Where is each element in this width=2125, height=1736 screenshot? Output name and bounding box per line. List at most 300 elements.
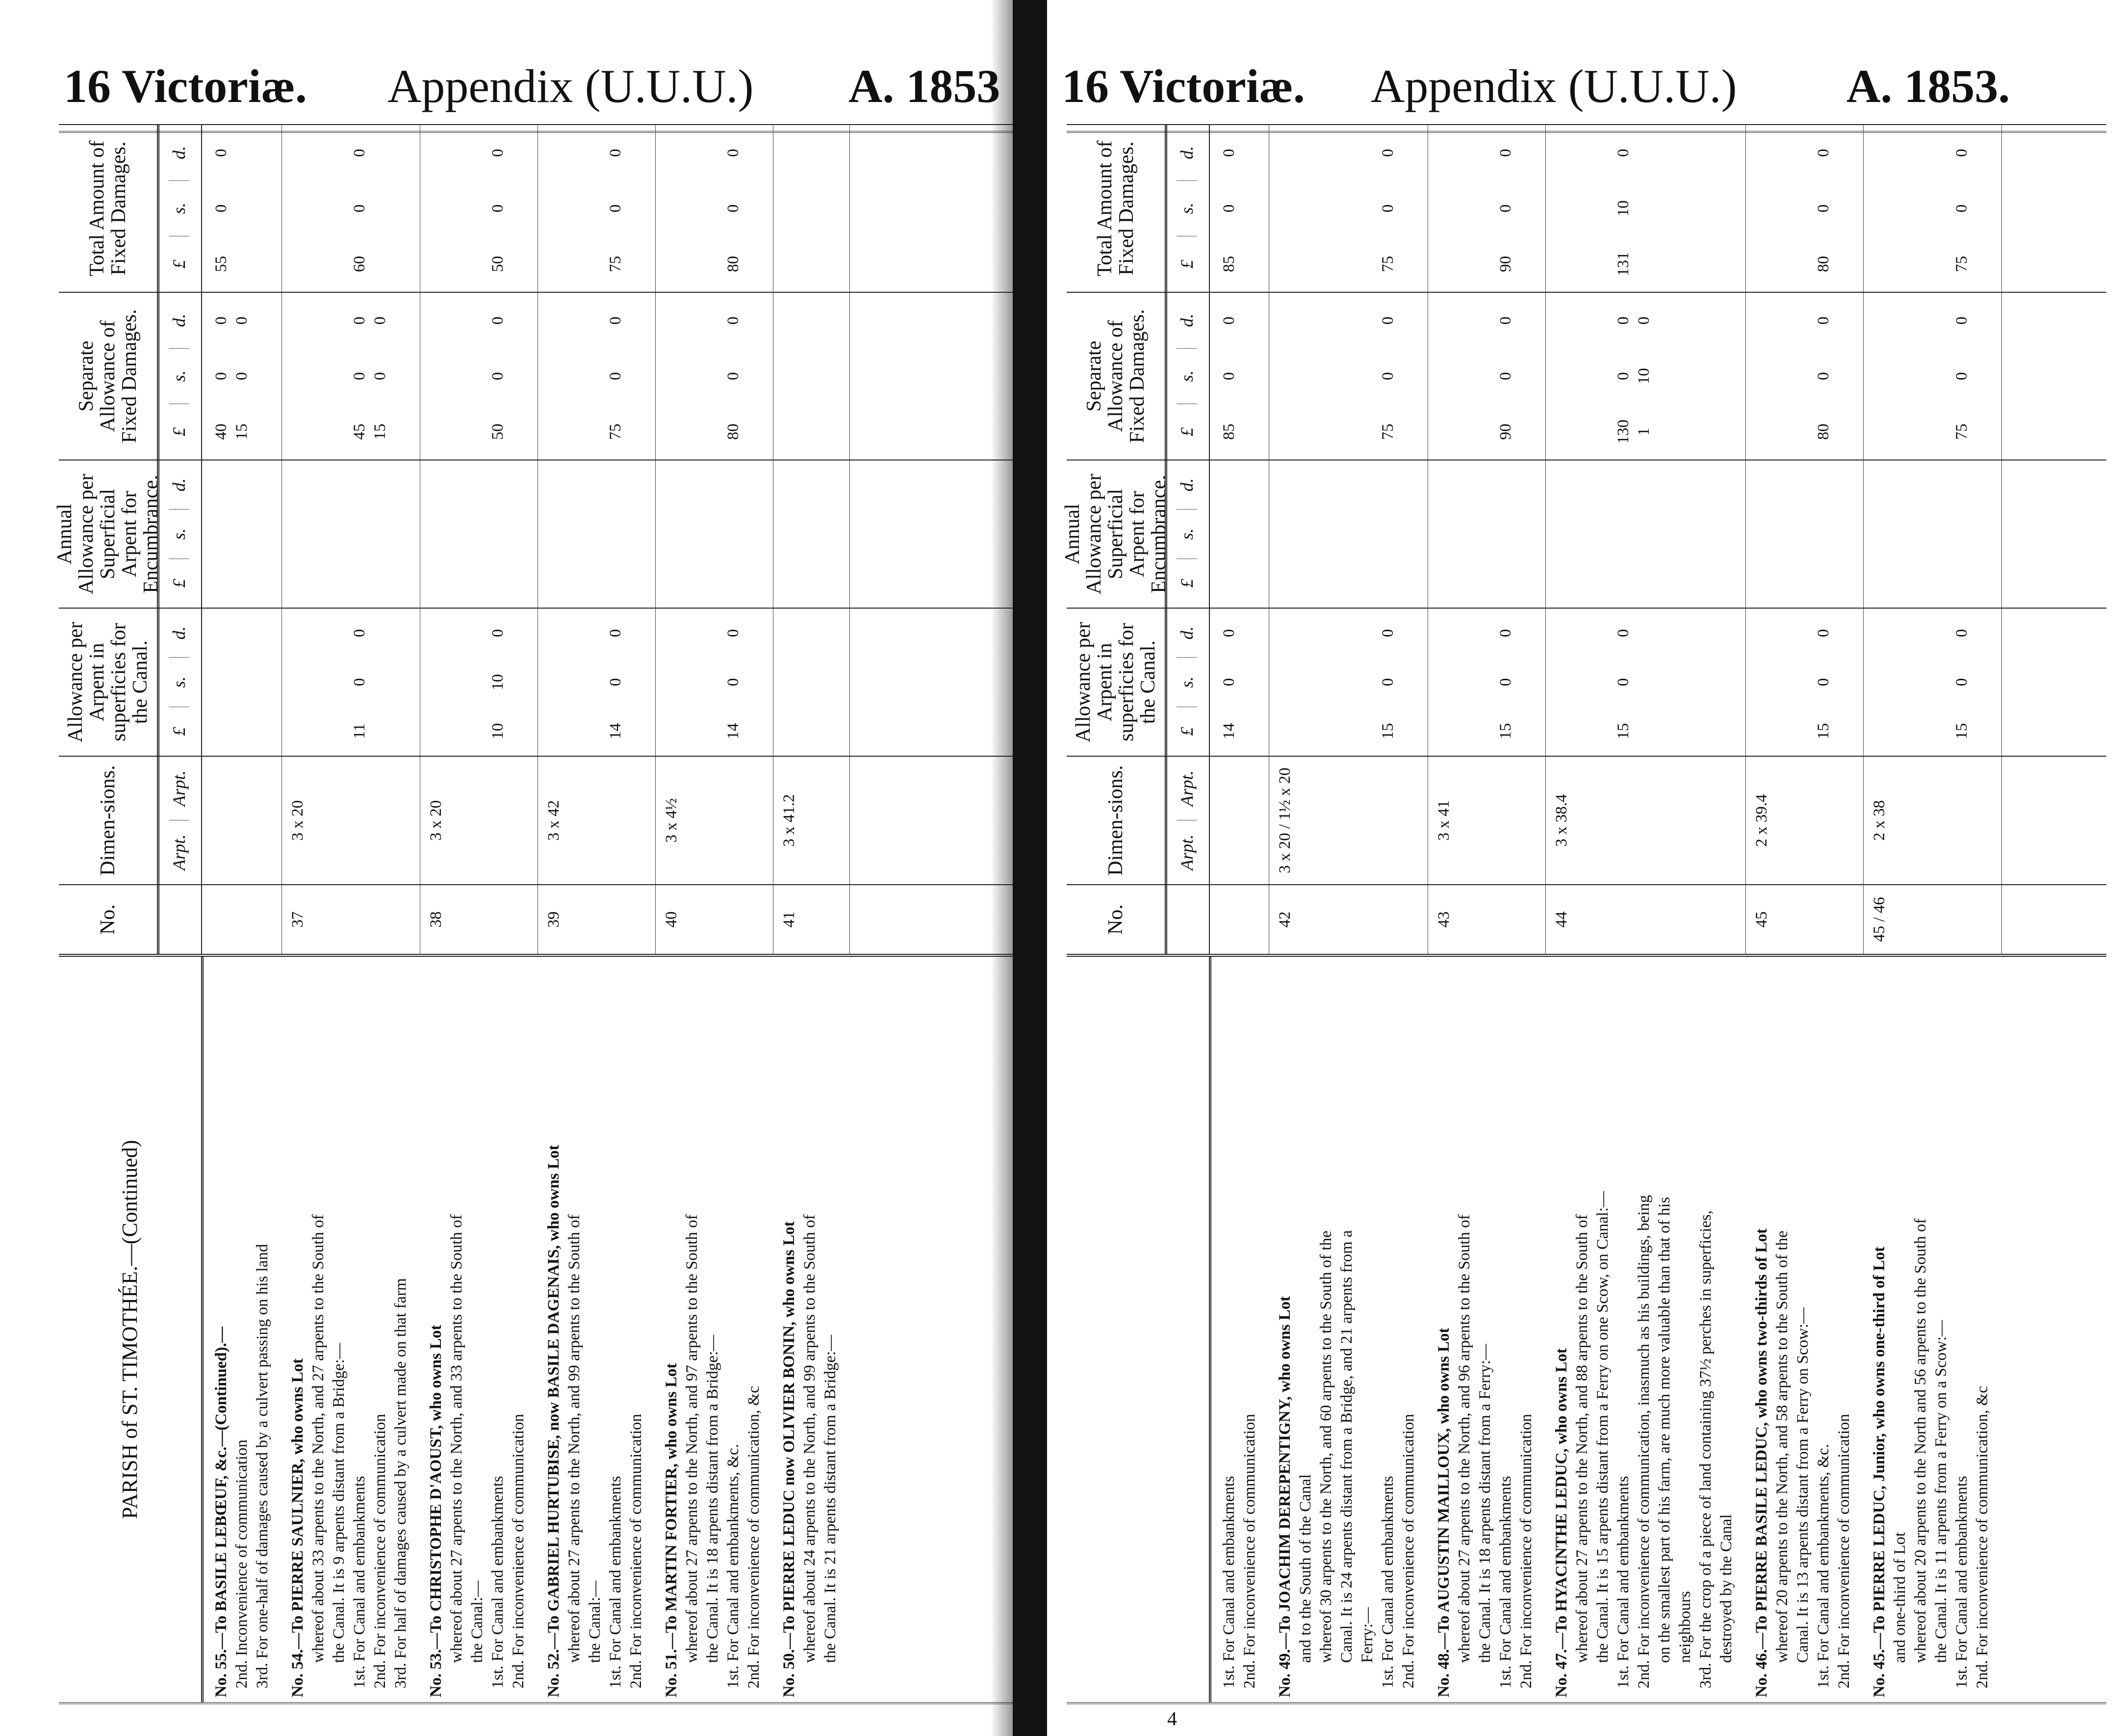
separate-allowance-part: 0 — [1379, 372, 1397, 381]
rows-sep — [201, 293, 1013, 460]
farm-number — [287, 885, 308, 954]
farm-dimensions-value: 3 x 20 — [289, 800, 307, 841]
separate-allowance — [1219, 293, 1239, 460]
currency-unit: £ — [169, 404, 189, 460]
lsd-subheader — [1165, 460, 1210, 608]
column-desc — [59, 954, 1013, 1702]
total-damages-part: 75 — [1379, 255, 1397, 272]
entry-line: 1st. For Canal and embankments — [489, 1476, 507, 1688]
separate-allowance-part: 0 — [489, 316, 507, 325]
separate-allowance-part: 0 — [1815, 316, 1832, 325]
total-damages-part: 0 — [1614, 149, 1632, 157]
arpent-subheader — [1165, 757, 1210, 884]
left-page — [0, 0, 1013, 1736]
currency-unit: s. — [1177, 509, 1197, 558]
separate-allowance — [487, 293, 508, 460]
row-separator — [849, 460, 850, 608]
separate-allowance-part: 0 — [607, 372, 624, 381]
left-rotated-table — [53, 135, 1013, 1704]
entry-line: 1st. For Canal and embankments — [351, 1476, 368, 1688]
column-total — [1067, 124, 2106, 292]
header-appendix: Appendix (U.U.U.) — [387, 60, 754, 112]
column-canal — [59, 608, 1013, 756]
column-dims — [59, 756, 1013, 884]
entry-line: whereof about 27 arpents to the North, and 88 arpents to the South of — [1573, 1214, 1591, 1663]
row-separator — [655, 885, 656, 954]
entry-line: 2nd. For inconvenience of communication, inasmuch as his buildings, being — [1635, 1195, 1653, 1688]
total-damages — [1613, 125, 1634, 292]
total-damages — [349, 125, 370, 292]
canal-allowance-part: 0 — [1220, 629, 1238, 638]
separate-allowance — [370, 293, 390, 460]
rows-dims — [201, 757, 1013, 884]
separate-allowance-part: 75 — [1953, 423, 1971, 440]
entry-line: the Canal. It is 21 arpents distant from a Bridge:— — [821, 1334, 839, 1663]
entry-line: 3rd. For one-half of damages caused by a culvert passing on his land — [254, 1244, 271, 1688]
total-damages-part: 0 — [607, 149, 624, 157]
separate-allowance-part: 0 — [351, 372, 368, 381]
arpent-unit: Arpt. — [169, 820, 189, 885]
separate-allowance-part: 0 — [1220, 316, 1238, 325]
total-damages-part: 0 — [1220, 204, 1238, 213]
separate-allowance-part: 0 — [1815, 372, 1832, 381]
entry-line: on the smallest part of his farm, are much more valuable than that of his — [1656, 1197, 1673, 1663]
canal-allowance-part: 0 — [1614, 629, 1632, 638]
canal-allowance — [1219, 609, 1239, 756]
canal-allowance — [605, 609, 626, 756]
separate-allowance-part: 0 — [351, 316, 368, 325]
rows-canal — [1209, 609, 2106, 756]
row-separator — [1863, 460, 1864, 608]
entry-line: No. 54.—To PIERRE SAULNIER, who owns Lot — [289, 1358, 307, 1697]
total-damages-part: 0 — [1379, 149, 1397, 157]
entry-line: 2nd. For inconvenience of communication — [1835, 1414, 1853, 1688]
separate-allowance — [211, 293, 231, 460]
total-damages — [1951, 125, 1972, 292]
total-damages-part: 0 — [1815, 204, 1832, 213]
column-header-sep: Separate Allowance of Fixed Damages. — [1067, 293, 1167, 460]
canal-allowance-part: 0 — [607, 678, 624, 687]
currency-unit: d. — [1177, 146, 1197, 159]
currency-unit: d. — [169, 146, 189, 159]
right-page — [1047, 0, 2125, 1736]
lsd-subheader — [1165, 125, 1210, 292]
total-damages — [723, 125, 743, 292]
row-separator — [1863, 757, 1864, 884]
entry-line: No. 45.—To PIERRE LEDUC, Junior, who owns one-third of Lot — [1870, 1247, 1888, 1697]
farm-dimensions — [1434, 757, 1454, 884]
entry-line: whereof about 27 arpents to the North, and 33 arpents to the South of — [448, 1214, 465, 1663]
row-separator — [1745, 885, 1746, 954]
entry-line: 1st. For Canal and embankments — [1497, 1476, 1514, 1688]
separate-allowance-part: 0 — [1497, 316, 1514, 325]
rows-sep — [1209, 293, 2106, 460]
entry-line: 2nd. For inconvenience of communication, &c — [745, 1386, 763, 1688]
total-damages-part: 0 — [1379, 204, 1397, 213]
row-separator — [1545, 885, 1546, 954]
separate-allowance-part: 0 — [371, 372, 389, 381]
row-separator — [1545, 757, 1546, 884]
total-damages-part: 60 — [351, 255, 368, 272]
entry-line: 2nd. Inconvenience of communication — [233, 1439, 251, 1688]
entry-line: the Canal. It is 18 arpents distant from a Bridge:— — [704, 1334, 721, 1663]
lsd-subheader — [1165, 609, 1210, 756]
separate-allowance-part: 0 — [1953, 372, 1971, 381]
farm-number — [1551, 885, 1572, 954]
separate-allowance — [231, 293, 252, 460]
canal-allowance-part: 14 — [607, 723, 624, 740]
rows-annual — [1209, 460, 2106, 608]
entry-line: 2nd. For inconvenience of communication — [510, 1414, 527, 1688]
row-separator — [849, 609, 850, 756]
canal-allowance — [723, 609, 743, 756]
currency-unit: £ — [1177, 559, 1197, 608]
entry-line: whereof 20 arpents to the North, and 58 arpents to the South of the — [1773, 1230, 1791, 1663]
total-damages-part: 80 — [1815, 255, 1832, 272]
total-damages-part: 0 — [489, 204, 507, 213]
canal-allowance-part: 0 — [1497, 629, 1514, 638]
total-damages-part: 0 — [351, 149, 368, 157]
entry-line: whereof about 20 arpents to the North and 56 arpents to the South of — [1912, 1218, 1929, 1663]
rows-annual — [201, 460, 1013, 608]
total-damages-part: 75 — [607, 255, 624, 272]
row-separator — [1545, 609, 1546, 756]
separate-allowance-part: 10 — [1635, 368, 1653, 384]
separate-allowance-part: 1 — [1635, 428, 1653, 436]
currency-unit: s. — [1177, 657, 1197, 706]
entry-line: No. 48.—To AUGUSTIN MAILLOUX, who owns Lot — [1435, 1328, 1453, 1697]
header-year-right: A. 1853. — [1846, 60, 2010, 112]
total-damages-part: 0 — [724, 149, 742, 157]
separate-allowance-part: 80 — [724, 423, 742, 440]
entry-line: neighbours — [1676, 1591, 1694, 1663]
row-separator — [849, 293, 850, 460]
separate-allowance-part: 15 — [233, 423, 251, 440]
column-header-sep: Separate Allowance of Fixed Damages. — [59, 293, 159, 460]
lsd-subheader — [157, 125, 202, 292]
row-separator — [1745, 125, 1746, 292]
canal-allowance-part: 0 — [1953, 678, 1971, 687]
entry-line: 3rd. For the crop of a piece of land containing 37½ perches in superficies, — [1697, 1210, 1715, 1688]
farm-dimensions — [287, 757, 308, 884]
farm-number — [661, 885, 682, 954]
entry-line: the Canal. It is 15 arpents distant from a Ferry on one Scow, on Canal:— — [1594, 1191, 1612, 1663]
entry-line: No. 51.—To MARTIN FORTIER, who owns Lot — [663, 1363, 680, 1697]
farm-dimensions — [779, 757, 799, 884]
canal-allowance — [1495, 609, 1516, 756]
total-damages-part: 75 — [1953, 255, 1971, 272]
gutter-shadow — [1013, 0, 1047, 1736]
entry-line: and one-third of Lot — [1891, 1532, 1909, 1663]
entry-line: whereof about 27 arpents to the North, and 96 arpents to the South of — [1456, 1214, 1473, 1663]
right-rotated-table — [1061, 135, 2106, 1704]
entry-line: 2nd. For inconvenience of communication — [1241, 1414, 1258, 1688]
entry-line: No. 50.—To PIERRE LEDUC now OLIVIER BONIN, who owns Lot — [780, 1221, 798, 1697]
column-header-desc: PARISH of ST. TIMOTHÉE.—(Continued) — [59, 957, 204, 1702]
column-header-total: Total Amount of Fixed Damages. — [59, 125, 159, 292]
farm-number-value: 42 — [1276, 911, 1294, 928]
canal-allowance-part: 0 — [724, 629, 742, 638]
row-separator — [1545, 293, 1546, 460]
arpent-unit: Arpt. — [1177, 770, 1197, 807]
separate-allowance — [1634, 293, 1654, 460]
row-separator — [1545, 125, 1546, 292]
entry-line: 2nd. For inconvenience of communication — [371, 1414, 389, 1688]
header-session-right: 16 Victoriæ. — [1062, 60, 1305, 112]
farm-number-value: 43 — [1435, 911, 1453, 928]
canal-allowance-part: 0 — [1220, 678, 1238, 687]
entry-line: 2nd. For inconvenience of communication — [627, 1414, 645, 1688]
row-separator — [1745, 609, 1746, 756]
total-damages-part: 50 — [489, 255, 507, 272]
rows-desc — [1209, 957, 2106, 1702]
row-separator — [1863, 885, 1864, 954]
entry-line: the Canal. It is 18 arpents distant from a Ferry:— — [1476, 1344, 1494, 1663]
entry-line: 3rd. For half of damages caused by a culvert made on that farm — [392, 1278, 410, 1688]
canal-allowance-part: 0 — [489, 629, 507, 638]
column-header-annual: Annual Allowance per Superficial Arpent for Encumbrance. — [1067, 460, 1167, 608]
currency-unit: d. — [169, 313, 189, 327]
column-no — [59, 884, 1013, 954]
separate-allowance-part: 90 — [1497, 423, 1514, 440]
row-separator — [1863, 293, 1864, 460]
total-damages — [605, 125, 626, 292]
entry-line: 1st. For Canal and embankments — [1220, 1476, 1238, 1688]
canal-allowance-part: 0 — [1815, 678, 1832, 687]
page-number: 4 — [1167, 1708, 1177, 1730]
total-damages-part: 0 — [1953, 149, 1971, 157]
separate-allowance-part: 0 — [1379, 316, 1397, 325]
column-header-canal: Allowance per Arpent in superficies for the Canal. — [1067, 609, 1167, 756]
separate-allowance-part: 0 — [1614, 372, 1632, 381]
farm-dimensions — [1751, 757, 1772, 884]
separate-allowance-part: 0 — [371, 316, 389, 325]
farm-number — [1869, 885, 1890, 954]
separate-allowance-part: 0 — [212, 316, 230, 325]
canal-allowance-part: 0 — [1953, 629, 1971, 638]
separate-allowance — [1378, 293, 1398, 460]
arpent-unit: Arpt. — [169, 770, 189, 807]
canal-allowance-part: 14 — [724, 723, 742, 740]
farm-number-value: 41 — [780, 911, 798, 928]
currency-unit: £ — [1177, 707, 1197, 756]
separate-allowance — [723, 293, 743, 460]
entry-line: 1st. For Canal and embankments, &c. — [1815, 1444, 1832, 1688]
currency-unit: £ — [1177, 236, 1197, 292]
total-damages-part: 85 — [1220, 255, 1238, 272]
entry-line: destroyed by the Canal — [1717, 1514, 1735, 1663]
entry-line: No. 46.—To PIERRE BASILE LEDUC, who owns two-thirds of Lot — [1753, 1228, 1770, 1697]
currency-unit: d. — [169, 626, 189, 640]
farm-dimensions-value: 2 x 38 — [1870, 800, 1888, 841]
canal-allowance-part: 14 — [1220, 723, 1238, 740]
no-subheader — [1165, 885, 1210, 954]
rows-no — [1209, 885, 2106, 954]
canal-allowance-part: 0 — [724, 678, 742, 687]
farm-dimensions-value: 3 x 38.4 — [1553, 794, 1570, 847]
canal-allowance-part: 15 — [1497, 723, 1514, 740]
rows-canal — [201, 609, 1013, 756]
entry-line: 2nd. For inconvenience of communication — [1400, 1414, 1417, 1688]
total-damages-part: 0 — [489, 149, 507, 157]
entry-line: No. 49.—To JOACHIM DEREPENTIGNY, who owns Lot — [1276, 1296, 1294, 1697]
row-separator — [655, 460, 656, 608]
entry-line: 1st. For Canal and embankments, &c. — [724, 1444, 742, 1688]
canal-allowance — [1378, 609, 1398, 756]
no-subheader — [157, 885, 202, 954]
farm-number-value: 39 — [545, 911, 563, 928]
farm-number-value: 45 — [1753, 911, 1770, 928]
separate-allowance-part: 0 — [233, 372, 251, 381]
separate-allowance-part: 0 — [607, 316, 624, 325]
separate-allowance — [1951, 293, 1972, 460]
canal-allowance-part: 10 — [489, 723, 507, 740]
farm-number-value: 45 / 46 — [1870, 897, 1888, 942]
separate-allowance-part: 85 — [1220, 423, 1238, 440]
entry-line: 2nd. For inconvenience of communication, &c — [1973, 1386, 1991, 1688]
column-dims — [1067, 756, 2106, 884]
rows-total — [1209, 125, 2106, 292]
canal-allowance-part: 0 — [1379, 629, 1397, 638]
table-grid — [1061, 131, 2106, 1704]
separate-allowance-part: 0 — [212, 372, 230, 381]
separate-allowance-part: 0 — [1220, 372, 1238, 381]
total-damages-part: 80 — [724, 255, 742, 272]
left-table-frame — [53, 135, 1013, 1704]
separate-allowance — [349, 293, 370, 460]
canal-allowance — [1813, 609, 1834, 756]
entry-line: Canal. It is 24 arpents distant from a Bridge, and 21 arpents from a — [1338, 1230, 1356, 1663]
currency-unit: £ — [169, 236, 189, 292]
separate-allowance-part: 80 — [1815, 423, 1832, 440]
total-damages-part: 0 — [1497, 204, 1514, 213]
separate-allowance-part: 0 — [724, 316, 742, 325]
canal-allowance-part: 15 — [1815, 723, 1832, 740]
separate-allowance-part: 40 — [212, 423, 230, 440]
canal-allowance-part: 11 — [351, 723, 368, 739]
entry-line: whereof about 24 arpents to the North, and 99 arpents to the South of — [801, 1214, 819, 1663]
farm-dimensions — [1551, 757, 1572, 884]
entry-line: No. 55.—To BASILE LEBŒUF, &c.—(Continued).— — [212, 1327, 230, 1697]
separate-allowance-part: 75 — [1379, 423, 1397, 440]
currency-unit: d. — [1177, 478, 1197, 492]
farm-number-value: 44 — [1553, 911, 1570, 928]
canal-allowance — [349, 609, 370, 756]
row-separator — [1863, 609, 1864, 756]
column-header-dims: Dimen-sions. — [1067, 757, 1167, 884]
farm-number-value: 40 — [663, 911, 680, 928]
total-damages-part: 0 — [212, 149, 230, 157]
currency-unit: s. — [169, 348, 189, 404]
row-separator — [2001, 125, 2002, 292]
table-grid — [53, 131, 1013, 1704]
entry-line: 1st. For Canal and embankments — [1614, 1476, 1632, 1688]
rows-dims — [1209, 757, 2106, 884]
column-annual — [1061, 460, 2106, 608]
farm-dimensions — [1275, 757, 1295, 884]
entry-line: No. 47.—To HYACINTHE LEDUC, who owns Lot — [1553, 1348, 1570, 1697]
entry-line: 1st. For Canal and embankments — [1379, 1476, 1397, 1688]
farm-dimensions-value: 2 x 39.4 — [1753, 794, 1770, 847]
total-damages-part: 131 — [1614, 252, 1632, 277]
canal-allowance-part: 0 — [1379, 678, 1397, 687]
farm-dimensions-value: 3 x 42 — [545, 800, 563, 841]
farm-number — [779, 885, 799, 954]
separate-allowance-part: 50 — [489, 423, 507, 440]
rows-desc — [201, 957, 1013, 1702]
farm-dimensions-value: 3 x 20 / 1½ x 20 — [1276, 767, 1294, 873]
lsd-subheader — [1165, 293, 1210, 460]
row-separator — [655, 757, 656, 884]
rows-total — [201, 125, 1013, 292]
separate-allowance-part: 0 — [233, 316, 251, 325]
entry-line: whereof about 27 arpents to the North, and 97 arpents to the South of — [683, 1214, 701, 1663]
column-sep — [59, 292, 1013, 460]
row-separator — [2001, 885, 2002, 954]
column-total — [59, 124, 1013, 292]
row-separator — [1745, 293, 1746, 460]
total-damages-part: 0 — [1953, 204, 1971, 213]
row-separator — [849, 125, 850, 292]
canal-allowance-part: 0 — [1815, 629, 1832, 638]
row-separator — [849, 757, 850, 884]
separate-allowance-part: 0 — [1497, 372, 1514, 381]
farm-dimensions-value: 3 x 20 — [427, 800, 445, 841]
column-header-no: No. — [1067, 885, 1167, 954]
canal-allowance-part: 0 — [351, 629, 368, 638]
farm-number-value: 37 — [289, 911, 307, 928]
row-separator — [2001, 757, 2002, 884]
entry-line: Ferry:— — [1358, 1607, 1376, 1663]
entry-line: 2nd. For inconvenience of communication — [1517, 1414, 1535, 1688]
header-year: A. 1853 — [848, 60, 1000, 112]
row-separator — [1545, 460, 1546, 608]
canal-allowance-part: 15 — [1379, 723, 1397, 740]
canal-allowance-part: 0 — [1497, 678, 1514, 687]
column-header-no: No. — [59, 885, 159, 954]
column-annual — [53, 460, 1013, 608]
column-desc — [1067, 954, 2106, 1702]
currency-unit: £ — [1177, 404, 1197, 460]
row-separator — [655, 125, 656, 292]
currency-unit: £ — [169, 707, 189, 756]
canal-allowance — [487, 609, 508, 756]
canal-allowance-part: 15 — [1953, 723, 1971, 740]
canal-allowance-part: 15 — [1614, 723, 1632, 740]
entry-line: the Canal. It is 11 arpents from a Ferry on a Scow:— — [1932, 1320, 1950, 1663]
currency-unit: d. — [169, 478, 189, 492]
canal-allowance-part: 0 — [1614, 678, 1632, 687]
row-separator — [1745, 757, 1746, 884]
right-table-frame — [1061, 135, 2106, 1704]
currency-unit: s. — [169, 657, 189, 706]
farm-number — [1751, 885, 1772, 954]
total-damages-part: 55 — [212, 255, 230, 272]
row-separator — [849, 885, 850, 954]
farm-dimensions — [426, 757, 446, 884]
canal-allowance — [1951, 609, 1972, 756]
separate-allowance-part: 75 — [607, 423, 624, 440]
farm-number — [1275, 885, 1295, 954]
entry-line: the Canal. It is 9 arpents distant from a Bridge:— — [330, 1343, 348, 1663]
separate-allowance-part: 0 — [724, 372, 742, 381]
total-damages-part: 0 — [724, 204, 742, 213]
total-damages — [1495, 125, 1516, 292]
rows-no — [201, 885, 1013, 954]
total-damages-part: 90 — [1497, 255, 1514, 272]
separate-allowance-part: 15 — [371, 423, 389, 440]
total-damages — [211, 125, 231, 292]
